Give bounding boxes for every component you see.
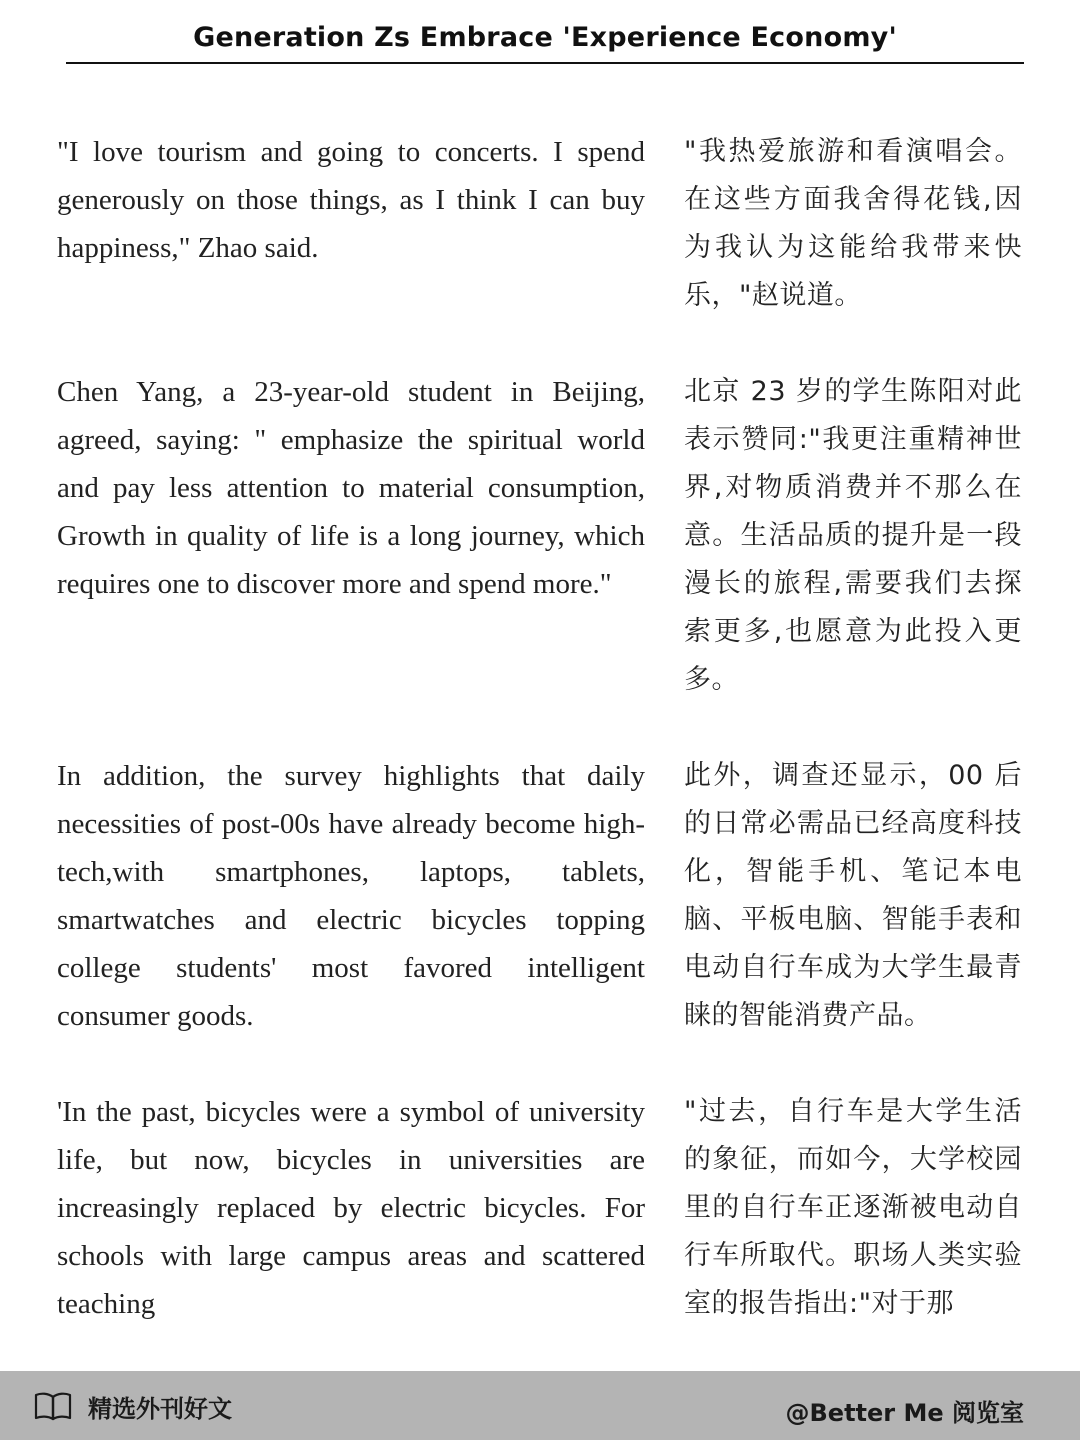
chinese-paragraph-3: 此外，调查还显示，00 后的日常必需品已经高度科技化，智能手机、笔记本电脑、平板电脑、智能手表和电动自行车成为大学生最青睐的智能消费产品。 — [684, 760, 1022, 1031]
page-footer — [0, 1371, 1080, 1440]
open-book-icon — [34, 1391, 72, 1421]
page-header — [66, 0, 1024, 64]
footer-left-label: 精选外刊好文 — [88, 1394, 232, 1423]
english-paragraph-1: "I love tourism and going to concerts. I spend generously on those things, as I think I can buy happiness," Zhao said. — [57, 136, 645, 264]
english-paragraph-2: Chen Yang, a 23-year-old student in Beijing, agreed, saying: " emphasize the spiritual world and pay less attention to material consumption, Growth in quality of life is a long journey, which requires one to discover more and spend more." — [57, 376, 645, 600]
footer-right-label: @Better Me 阅览室 — [785, 1399, 1024, 1427]
chinese-paragraph-2: 北京 23 岁的学生陈阳对此表示赞同:"我更注重精神世界,对物质消费并不那么在意。生活品质的提升是一段漫长的旅程,需要我们去探索更多,也愿意为此投入更多。 — [684, 376, 1022, 695]
footer-brand — [34, 1389, 232, 1423]
page-title: Generation Zs Embrace 'Experience Economy' — [193, 22, 897, 53]
english-paragraph-3: In addition, the survey highlights that daily necessities of post-00s have already become high-tech,with smartphones, laptops, tablets, smartwatches and electric bicycles topping college students' most favored intelligent consumer goods. — [57, 760, 645, 1032]
chinese-paragraph-1: "我热爱旅游和看演唱会。在这些方面我舍得花钱,因为我认为这能给我带来快乐，"赵说道。 — [684, 136, 1022, 311]
english-paragraph-4: 'In the past, bicycles were a symbol of university life, but now, bicycles in universities are increasingly replaced by electric bicycles. For schools with large campus areas and scattered teaching — [57, 1096, 645, 1320]
chinese-paragraph-4: "过去，自行车是大学生活的象征，而如今，大学校园里的自行车正逐渐被电动自行车所取代。职场人类实验室的报告指出:"对于那 — [684, 1096, 1022, 1319]
